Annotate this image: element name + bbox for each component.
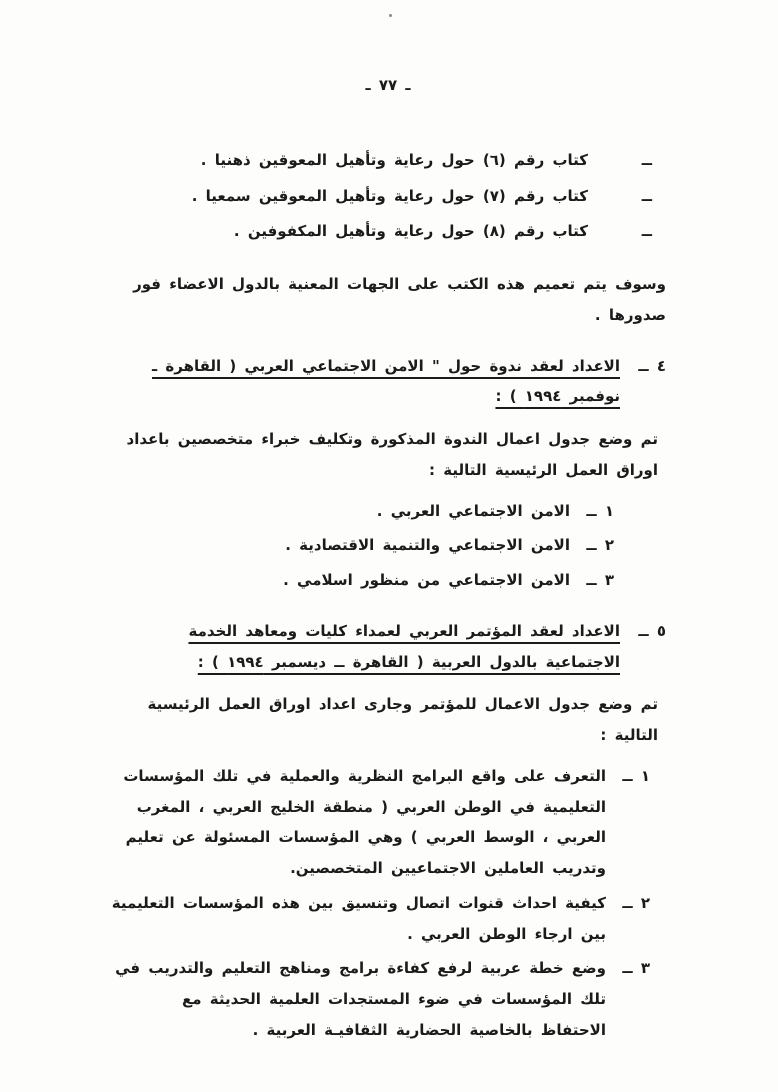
list-item-text: كتاب رقم (٧) حول رعاية وتأهيل المعوقين سمعيا . [191,186,588,205]
section-title: الاعداد لعقد المؤتمر العربي لعمداء كليات ومعاهد الخدمة الاجتماعية بالدول العربية ( القاهرة ــ ديسمبر ١٩٩٤ ) : [188,621,620,671]
list-item-text: الامن الاجتماعي العربي . [376,501,570,520]
dash-marker: ــ [641,150,652,169]
list-item [110,496,614,527]
section-5-intro: تم وضع جدول الاعمال للمؤتمر وجارى اعداد اوراق العمل الرئيسية التالية : [147,695,658,744]
section-5 [110,616,666,1046]
list-item-text: التعرف على واقع البرامج النظرية والعملية في تلك المؤسسات التعليمية في الوطن العربي ( منطقة الخليج العربي ، المغرب العربي ، الوسط العربي ) وهي المؤسسات المسئولة عن تعليم وتدريب العاملين الاجتماعيين المتخصصين. [123,766,606,877]
section-number: ٤ ــ [638,356,666,375]
list-item [110,181,652,212]
list-item-text: كتاب رقم (٦) حول رعاية وتأهيل المعوقين ذهنيا . [200,150,588,169]
list-item-text: كيفية احداث قنوات اتصال وتنسيق بين هذه المؤسسات التعليمية بين ارجاء الوطن العربي . [111,893,606,943]
page-number: ـ ٧٧ ـ [365,76,411,94]
section-4 [110,351,666,596]
list-item-text: الامن الاجتماعي والتنمية الاقتصادية . [285,536,570,555]
list-item [110,216,652,247]
scan-artifact-dot [389,14,392,17]
list-item [110,145,652,176]
list-item [110,888,650,950]
section-number: ٥ ــ [638,621,666,640]
section-5-heading [110,616,666,678]
item-number: ١ ــ [622,766,650,785]
item-number: ١ ــ [586,501,614,520]
item-number: ٣ ــ [622,959,650,978]
list-item [110,565,614,596]
section-title: الاعداد لعقد ندوة حول " الامن الاجتماعي العربي ( القاهرة ـ نوفمبر ١٩٩٤ ) : [152,356,620,406]
item-number: ٢ ــ [622,893,650,912]
section-4-heading [110,351,666,413]
book-list [110,145,666,247]
section-4-items [110,496,666,596]
item-number: ٣ ــ [586,571,614,589]
list-item [110,530,614,561]
list-item-text: كتاب رقم (٨) حول رعاية وتأهيل المكفوفين . [233,222,588,241]
list-item-text: الامن الاجتماعي من منظور اسلامي . [283,571,570,589]
section-5-items [110,761,666,1046]
distribution-note-paragraph: وسوف يتم تعميم هذه الكتب على الجهات المعنية بالدول الاعضاء فور صدورها . [133,275,666,324]
list-item [110,761,650,884]
item-number: ٢ ــ [586,536,614,555]
dash-marker: ــ [641,222,652,241]
section-4-intro: تم وضع جدول اعمال الندوة المذكورة وتكليف خبراء متخصصين باعداد اوراق العمل الرئيسية التالية : [126,430,658,479]
dash-marker: ــ [641,186,652,205]
list-item-text: وضع خطة عربية لرفع كفاءة برامج ومناهج التعليم والتدريب في تلك المؤسسات في ضوء المستجدات العلمية الحديثة مع الاحتفاظ بالخاصية الحضارية الثقافيـة العربية . [115,959,606,1039]
list-item [110,953,650,1045]
